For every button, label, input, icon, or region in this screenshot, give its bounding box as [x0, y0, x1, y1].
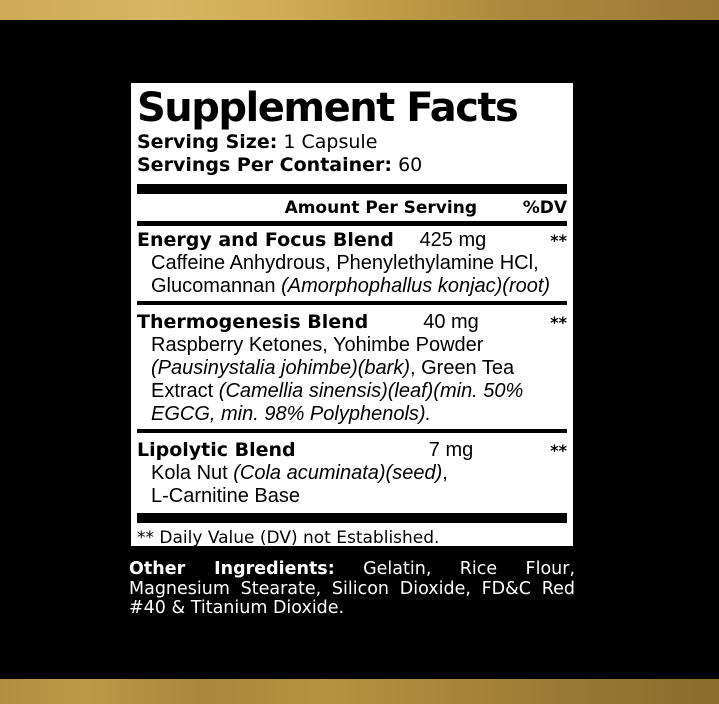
ingredient-text: Glucomannan [151, 275, 282, 297]
blend-amount: 7 mg [428, 439, 474, 461]
ingredient-botanical-text: EGCG, min. 98% Polyphenols). [151, 403, 432, 425]
blend-separator [137, 429, 567, 433]
blend-dv: ** [550, 231, 567, 250]
thick-separator-top [137, 184, 567, 194]
servings-per-container-row [137, 154, 567, 177]
ingredient-line [137, 485, 567, 508]
serving-size-row [137, 131, 567, 154]
other-ingredients-text: Gelatin, Rice Flour, Magnesium Stearate, Silicon Dioxide, FD&C Red #40 & Titanium Dioxide. [129, 559, 576, 618]
ingredient-text: Extract [151, 380, 219, 402]
gold-accent-bar-top [0, 0, 719, 20]
percent-dv-header: %DV [522, 198, 567, 218]
blend-dv: ** [550, 313, 567, 332]
ingredient-line [137, 275, 567, 298]
supplement-facts-panel [129, 81, 575, 548]
panel-title: Supplement Facts [137, 85, 518, 131]
gold-accent-bar-bottom [0, 679, 719, 704]
other-ingredients [129, 560, 575, 619]
ingredient-botanical-text: (Cola acuminata)(seed) [233, 462, 443, 484]
ingredient-line [137, 252, 567, 275]
ingredient-text: , Green Tea [409, 357, 515, 379]
ingredient-line [137, 462, 567, 485]
serving-size-label: Serving Size: [137, 131, 278, 153]
blend-header-row [137, 436, 567, 462]
blend-header-row [137, 226, 567, 252]
amount-per-serving-header: Amount Per Serving [284, 198, 477, 218]
ingredient-text: L-Carnitine Base [151, 485, 300, 507]
dv-footnote: ** Daily Value (DV) not Established. [137, 528, 440, 548]
ingredient-text: , [442, 462, 448, 484]
blend-separator [137, 301, 567, 305]
servings-per-container-value: 60 [398, 154, 423, 176]
ingredient-line [137, 380, 567, 403]
ingredient-botanical-text: (Camellia sinensis)(leaf)(min. 50% [218, 380, 524, 402]
blend-section-thermogenesis [137, 308, 567, 426]
blend-dv: ** [550, 441, 567, 460]
servings-per-container-label: Servings Per Container: [137, 154, 393, 176]
blend-name: Lipolytic Blend [137, 439, 296, 461]
ingredient-text: Raspberry Ketones, Yohimbe Powder [151, 334, 484, 356]
ingredient-text: Kola Nut [151, 462, 234, 484]
blend-section-energy-and-focus [137, 226, 567, 298]
other-ingredients-label: Other Ingredients: [129, 559, 335, 579]
blend-section-lipolytic [137, 436, 567, 508]
blend-amount: 425 mg [419, 229, 487, 251]
thick-separator-bottom [137, 513, 567, 523]
blend-name: Thermogenesis Blend [137, 311, 369, 333]
blend-amount: 40 mg [423, 311, 479, 333]
ingredient-text: Caffeine Anhydrous, Phenylethylamine HCl, [151, 252, 539, 274]
ingredient-line [137, 334, 567, 357]
blend-header-row [137, 308, 567, 334]
ingredient-line [137, 403, 567, 426]
blend-name: Energy and Focus Blend [137, 229, 394, 251]
ingredient-botanical-text: (Amorphophallus konjac)(root) [281, 275, 551, 297]
serving-size-value: 1 Capsule [283, 131, 378, 153]
ingredient-botanical-text: (Pausinystalia johimbe)(bark) [151, 357, 410, 379]
ingredient-line [137, 357, 567, 380]
column-header-row [137, 194, 567, 221]
